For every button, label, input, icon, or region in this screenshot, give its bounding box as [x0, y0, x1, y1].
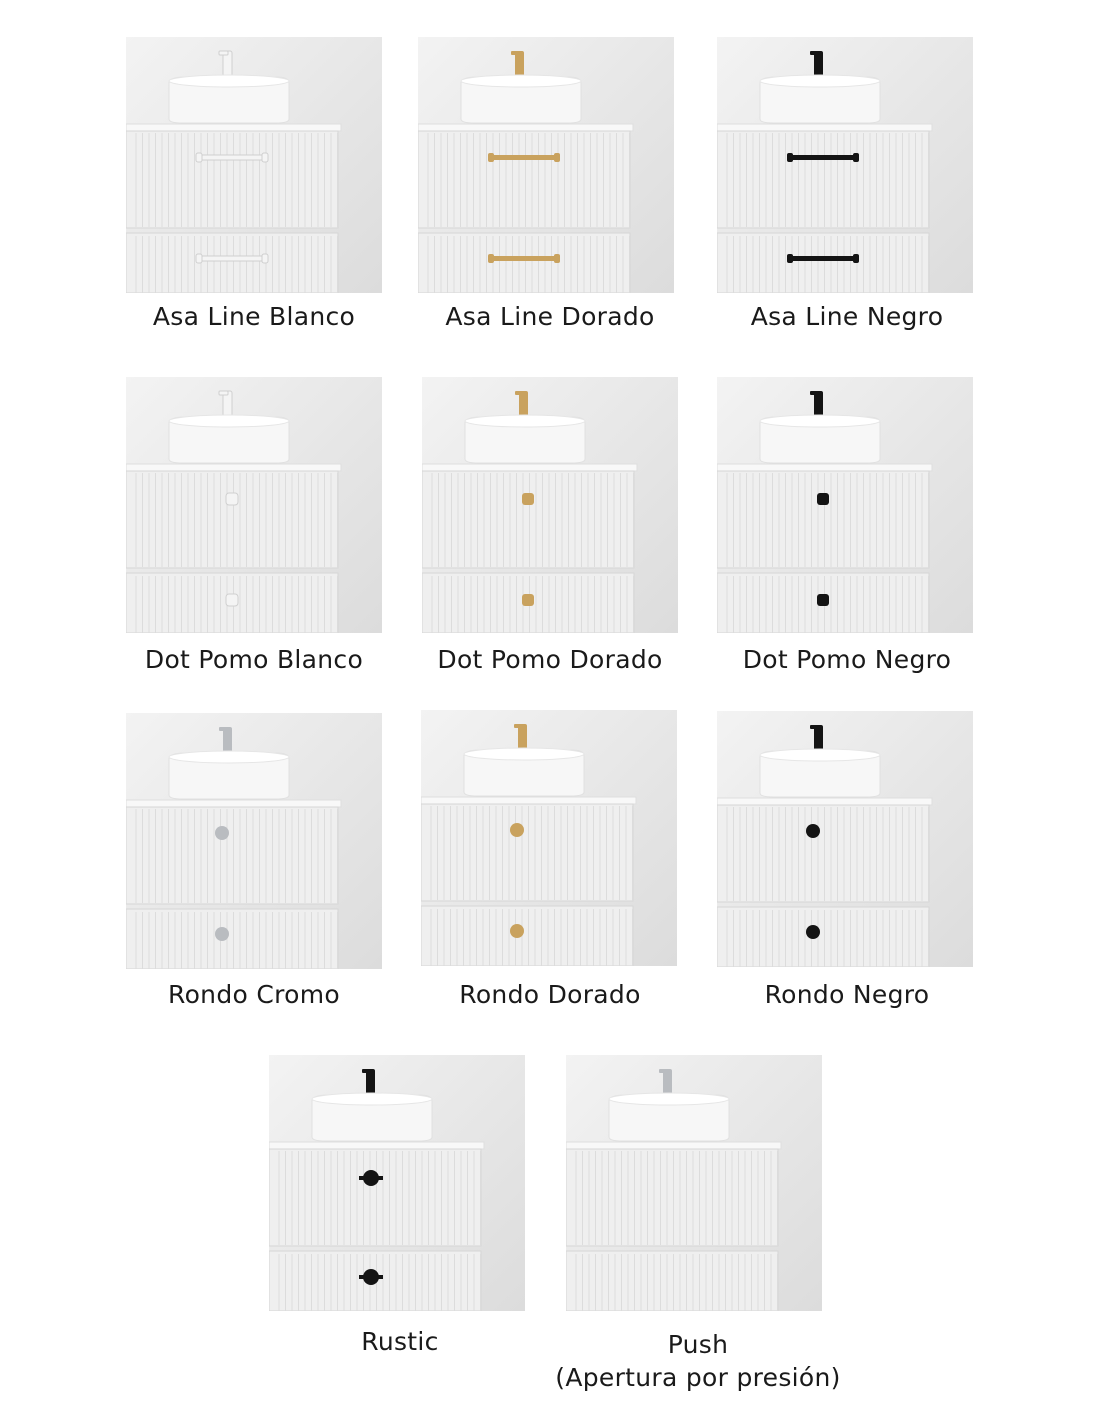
vanity-illustration: [422, 377, 678, 633]
vanity-thumbnail-rondo-cromo[interactable]: [126, 713, 382, 969]
option-label: Rondo Cromo: [168, 980, 340, 1009]
option-label: Dot Pomo Blanco: [144, 645, 364, 674]
vanity-illustration: [126, 713, 382, 969]
vanity-illustration: [421, 710, 677, 966]
vanity-illustration: [269, 1055, 525, 1311]
option-label: Dot Pomo Dorado: [437, 645, 663, 674]
vanity-illustration: [126, 37, 382, 293]
option-label: Rondo Dorado: [459, 980, 641, 1009]
vanity-thumbnail-asa-line-blanco[interactable]: [126, 37, 382, 293]
vanity-thumbnail-asa-line-negro[interactable]: [717, 37, 973, 293]
option-sublabel: (Apertura por presión): [555, 1363, 841, 1392]
vanity-thumbnail-asa-line-dorado[interactable]: [418, 37, 674, 293]
vanity-thumbnail-dot-pomo-dorado[interactable]: [422, 377, 678, 633]
option-label: Asa Line Blanco: [152, 302, 356, 331]
vanity-thumbnail-rustic[interactable]: [269, 1055, 525, 1311]
option-label: Dot Pomo Negro: [742, 645, 952, 674]
option-label: Rondo Negro: [764, 980, 930, 1009]
option-label-group: [523, 1328, 873, 1394]
vanity-thumbnail-push[interactable]: [566, 1055, 822, 1311]
vanity-illustration: [717, 377, 973, 633]
vanity-illustration: [418, 37, 674, 293]
option-label: Push: [667, 1330, 729, 1359]
option-label: Asa Line Negro: [750, 302, 944, 331]
vanity-illustration: [717, 37, 973, 293]
vanity-illustration: [717, 711, 973, 967]
vanity-thumbnail-dot-pomo-negro[interactable]: [717, 377, 973, 633]
vanity-illustration: [126, 377, 382, 633]
vanity-thumbnail-rondo-dorado[interactable]: [421, 710, 677, 966]
vanity-thumbnail-rondo-negro[interactable]: [717, 711, 973, 967]
vanity-illustration: [566, 1055, 822, 1311]
option-label: Asa Line Dorado: [445, 302, 655, 331]
vanity-thumbnail-dot-pomo-blanco[interactable]: [126, 377, 382, 633]
option-label: Rustic: [361, 1327, 439, 1356]
